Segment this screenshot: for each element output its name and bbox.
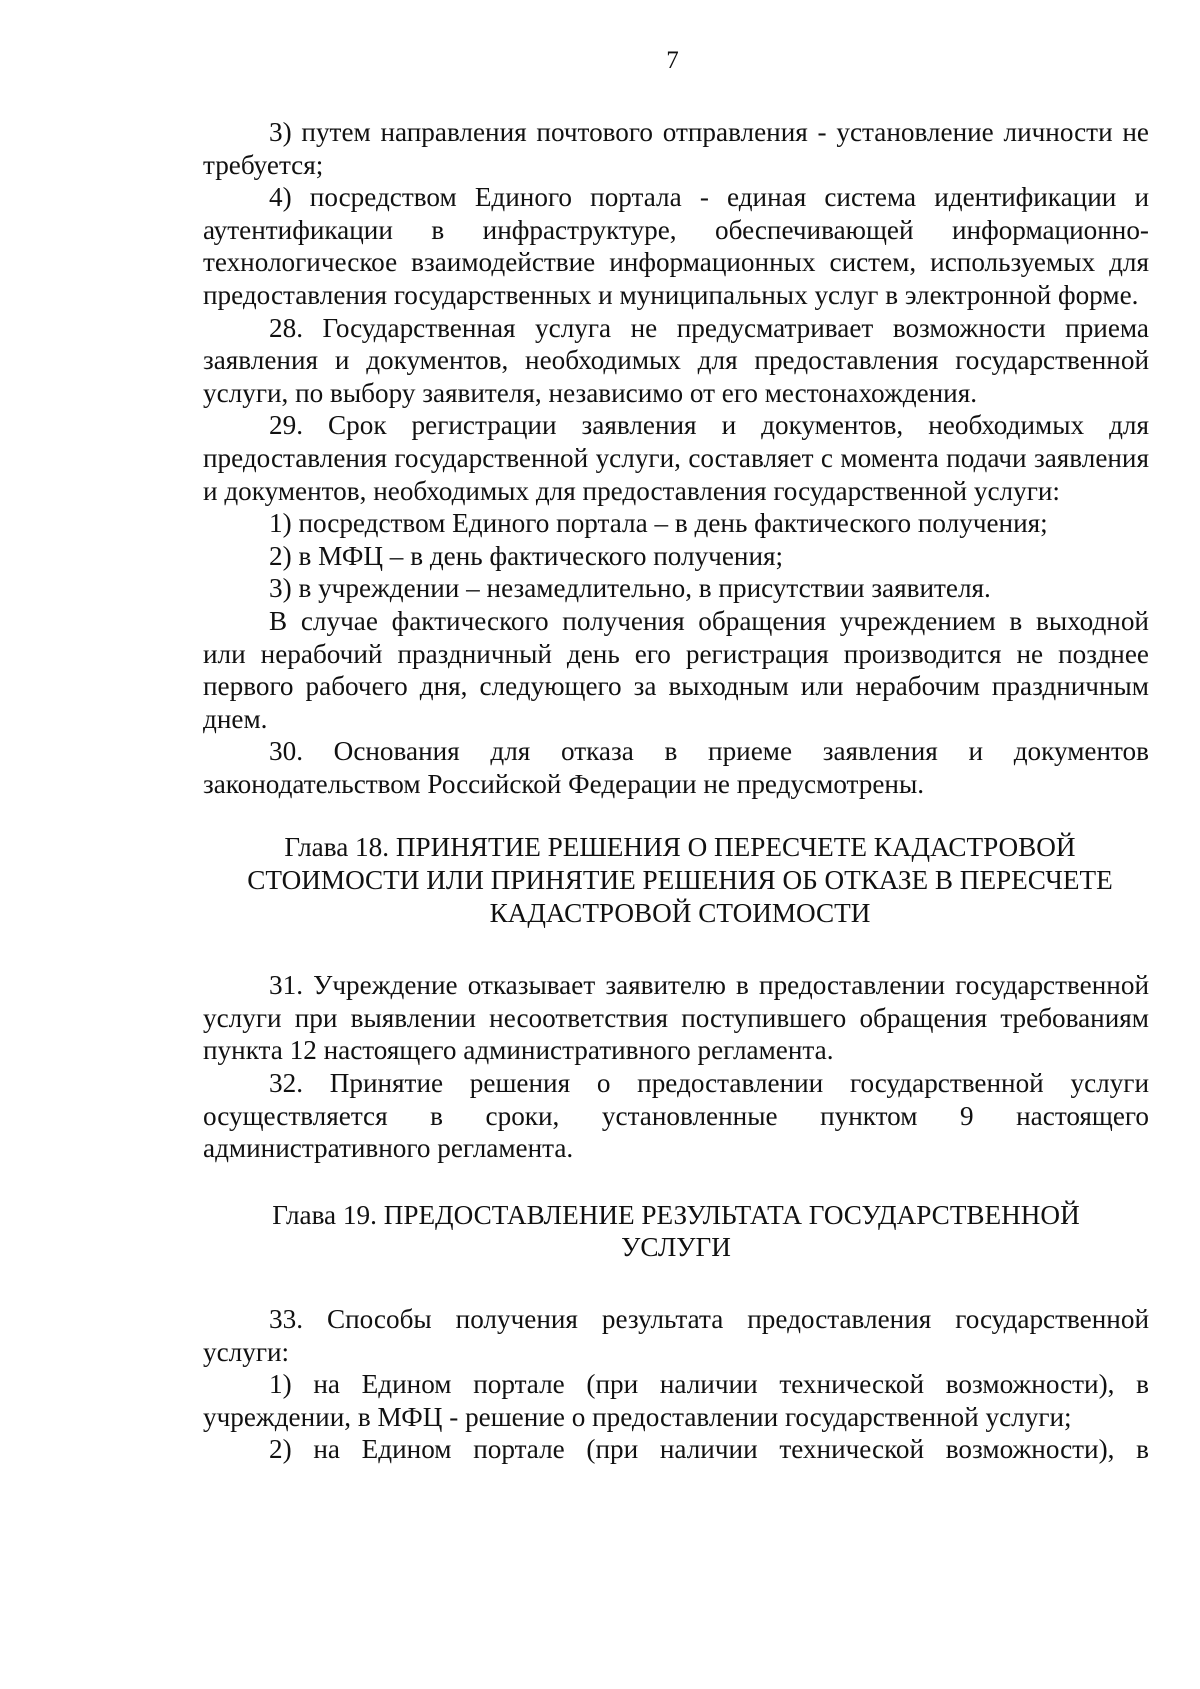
chapter-19-heading [203, 1199, 1149, 1264]
chapter-19-heading-line-2: УСЛУГИ [621, 1232, 731, 1263]
paragraph-item-4-portal: 4) посредством Единого портала - единая система идентификации и аутентификации в инфраструктуре, обеспечивающей информационно-технологическое взаимодействие информационных систем, используемых для предоставления государственных и муниципальных услуг в электронной форме. [203, 182, 1149, 310]
paragraph-33: 33. Способы получения результата предоставления государственной услуги: [203, 1304, 1149, 1367]
paragraph-item-3-postal: 3) путем направления почтового отправления - установление личности не требуется; [203, 117, 1149, 180]
paragraph-33-item-2: 2) на Едином портале (при наличии технической возможности), в [269, 1434, 1149, 1465]
chapter-18-heading [203, 831, 1149, 929]
paragraph-32: 32. Принятие решения о предоставлении государственной услуги осуществляется в сроки, установленные пунктом 9 настоящего административного регламента. [203, 1068, 1149, 1164]
chapter-19-heading-line-1: Глава 19. ПРЕДОСТАВЛЕНИЕ РЕЗУЛЬТАТА ГОСУДАРСТВЕННОЙ [272, 1199, 1080, 1230]
document-body [203, 116, 1149, 1466]
chapter-18-heading-line-1: Глава 18. ПРИНЯТИЕ РЕШЕНИЯ О ПЕРЕСЧЕТЕ КАДАСТРОВОЙ [284, 832, 1076, 863]
chapter-18-heading-line-3: КАДАСТРОВОЙ СТОИМОСТИ [489, 897, 871, 928]
paragraph-33-item-1: 1) на Едином портале (при наличии технической возможности), в учреждении, в МФЦ - решение о предоставлении государственной услуги; [203, 1369, 1149, 1432]
paragraph-30: 30. Основания для отказа в приеме заявления и документов законодательством Российской Федерации не предусмотрены. [203, 736, 1149, 799]
chapter-18-heading-line-2: СТОИМОСТИ ИЛИ ПРИНЯТИЕ РЕШЕНИЯ ОБ ОТКАЗЕ В ПЕРЕСЧЕТЕ [247, 865, 1113, 896]
paragraph-29: 29. Срок регистрации заявления и документов, необходимых для предоставления государственной услуги, составляет с момента подачи заявления и документов, необходимых для предоставления государственной услуги: [203, 410, 1149, 506]
page-number: 7 [666, 47, 679, 74]
paragraph-31: 31. Учреждение отказывает заявителю в предоставлении государственной услуги при выявлении несоответствия поступившего обращения требованиям пункта 12 настоящего административного регламента. [203, 970, 1149, 1066]
paragraph-29-item-3: 3) в учреждении – незамедлительно, в присутствии заявителя. [269, 573, 991, 604]
paragraph-29-item-1: 1) посредством Единого портала – в день фактического получения; [269, 508, 1048, 539]
paragraph-28: 28. Государственная услуга не предусматривает возможности приема заявления и документов, необходимых для предоставления государственной услуги, по выбору заявителя, независимо от его местонахождения. [203, 312, 1149, 408]
paragraph-holiday-registration: В случае фактического получения обращения учреждением в выходной или нерабочий праздничный день его регистрация производится не позднее первого рабочего дня, следующего за выходным или нерабочим праздничным днем. [203, 605, 1149, 734]
paragraph-29-item-2: 2) в МФЦ – в день фактического получения; [269, 540, 784, 571]
